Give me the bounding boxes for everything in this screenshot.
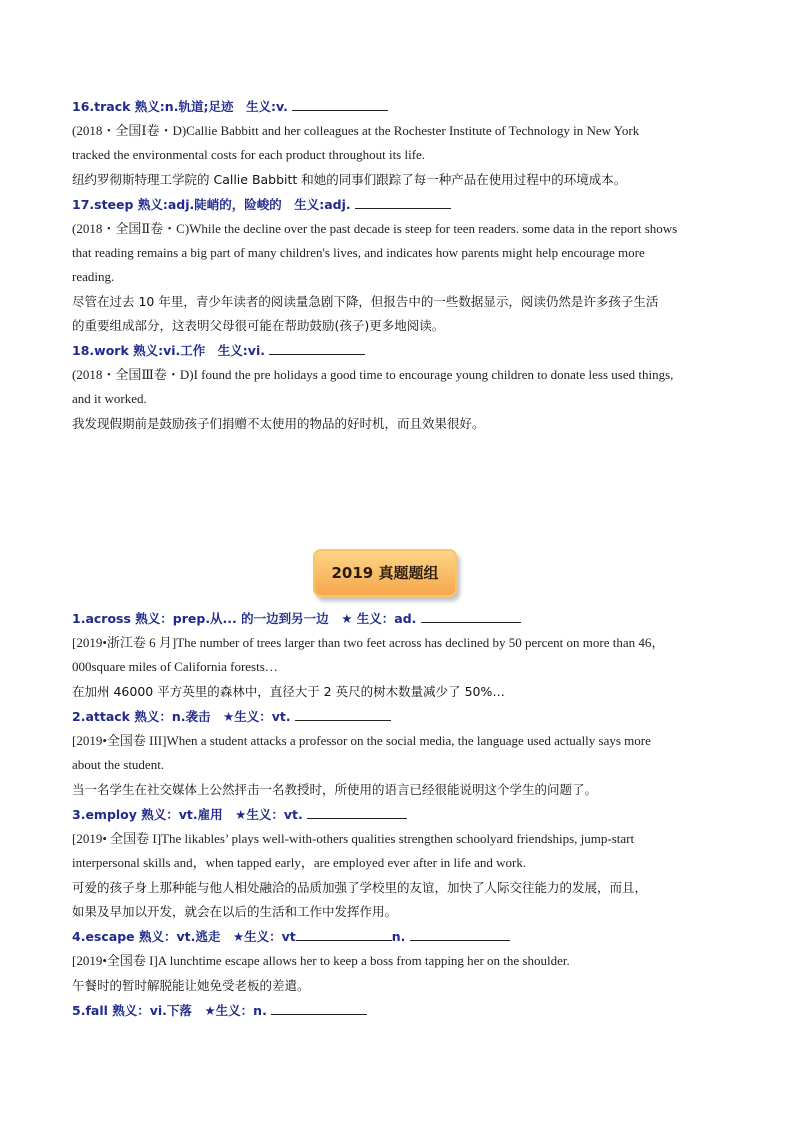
item-17-example-line-3: reading. [72,269,115,284]
badge-title: 真题题组 [378,564,439,582]
item-2019-3-translation-line-2: 如果及早加以开发，就会在以后的生活和工作中发挥作用。 [72,904,398,919]
item-18-example-line-2: and it worked. [72,391,147,406]
item-2019-5-meanings: 5.fall 熟义：vi.下落 [72,1003,192,1018]
item-2019-5-new-meaning: 生义：n. [215,1003,272,1018]
item-17-heading [72,196,722,214]
item-2019-3-example-line-2: interpersonal skills and，when tapped early，are employed ever after in life and work. [72,855,527,870]
star-icon: ★ [341,611,353,626]
item-2019-2-example-line-2: about the student. [72,757,165,772]
item-2019-1-new-meaning: 生义：ad. [352,611,421,626]
item-17-example-line-1: (2018・全国Ⅱ卷・C)While the decline over the past decade is steep for teen readers. some data in the report shows [72,221,678,236]
item-2019-2-translation: 当一名学生在社交媒体上公然抨击一名教授时，所使用的语言已经很能说明这个学生的问题了。 [72,782,598,797]
item-18-example-line-1: (2018・全国Ⅲ卷・D)I found the pre holidays a good time to encourage young children to donate less used things, [72,367,674,382]
item-17-example-line-2: that reading remains a big part of many children's lives, and indicates how parents might help encourage more [72,245,645,260]
answer-blank-2019-3[interactable] [307,806,407,819]
item-16-word: 16.track [72,99,131,114]
item-18-word: 18.work [72,343,129,358]
item-2019-2-meanings: 2.attack 熟义：n.袭击 [72,709,211,724]
item-2019-1-translation: 在加州 46000 平方英里的森林中，直径大于 2 英尺的树木数量减少了 50%… [72,684,505,699]
item-2019-4-meanings: 4.escape 熟义：vt.逃走 [72,929,221,944]
item-2019-1-example-line-1: [2019•浙江卷 6 月]The number of trees larger than two feet across has declined by 50 percent on more than 46， [72,635,665,650]
item-17-word: 17.steep [72,197,134,212]
item-16-example-line-1: (2018・全国Ⅰ卷・D)Callie Babbitt and her colleagues at the Rochester Institute of Technology in New York [72,123,640,138]
item-2019-4-heading [72,928,722,946]
section-badge-2019 [313,549,457,597]
item-2019-2-example-line-1: [2019•全国卷 III]When a student attacks a professor on the social media, the language used actually says more [72,733,651,748]
item-2019-2-heading [72,708,722,726]
item-2019-4-new-meaning-noun: n. [391,929,410,944]
item-2019-3-example-line-1: [2019• 全国卷 I]The likables’ plays well-with-others qualities strengthen schoolyard friendships, jump-start [72,831,635,846]
item-2019-2-new-meaning: 生义：vt. [234,709,295,724]
item-2019-4-translation: 午餐时的暂时解脱能让她免受老板的差遣。 [72,978,310,993]
item-17-meanings: 熟义:adj.陡峭的，险峻的 生义:adj. [133,197,356,212]
item-17-translation-line-1: 尽管在过去 10 年里，青少年读者的阅读量急剧下降，但报告中的一些数据显示，阅读仍然是许多孩子生活 [72,294,659,309]
answer-blank-18[interactable] [269,342,365,355]
star-icon: ★ [235,807,247,822]
item-16-translation: 纽约罗彻斯特理工学院的 Callie Babbitt 和她的同事们跟踪了每一种产品在使用过程中的环境成本。 [72,172,627,187]
item-18-translation: 我发现假期前是鼓励孩子们捐赠不太使用的物品的好时机，而且效果很好。 [72,416,485,431]
answer-blank-2019-5[interactable] [271,1002,367,1015]
item-2019-1-heading [72,610,722,628]
item-2019-3-translation-line-1: 可爱的孩子身上那种能与他人相处融洽的品质加强了学校里的友谊，加快了人际交往能力的发展，而且， [72,880,648,895]
item-16-example-line-2: tracked the environmental costs for each product throughout its life. [72,147,426,162]
item-17-translation-line-2: 的重要组成部分，这表明父母很可能在帮助鼓励(孩子)更多地阅读。 [72,318,445,333]
star-icon: ★ [232,929,245,944]
answer-blank-2019-1[interactable] [421,610,521,623]
item-2019-5-heading [72,1002,722,1020]
item-16-heading [72,98,722,116]
item-2019-4-new-meaning-verb: 生义：vt [244,929,296,944]
star-icon: ★ [204,1003,216,1018]
item-2019-3-new-meaning: 生义：vt. [246,807,308,822]
answer-blank-2019-2[interactable] [295,708,391,721]
badge-year: 2019 [331,564,374,582]
item-18-heading [72,342,722,360]
item-2019-3-heading [72,806,722,824]
star-icon: ★ [223,709,235,724]
answer-blank-16[interactable] [292,98,388,111]
answer-blank-2019-4-noun[interactable] [410,928,510,941]
answer-blank-2019-4-verb[interactable] [296,928,392,941]
item-16-meanings: 熟义:n.轨道;足迹 生义:v. [130,99,293,114]
item-2019-1-meanings: 1.across 熟义：prep.从... 的一边到另一边 [72,611,329,626]
item-18-meanings: 熟义:vi.工作 生义:vi. [128,343,270,358]
answer-blank-17[interactable] [355,196,451,209]
item-2019-3-meanings: 3.employ 熟义：vt.雇用 [72,807,223,822]
item-2019-1-example-line-2: 000square miles of California forests… [72,659,278,674]
item-2019-4-example-line-1: [2019•全国卷 I]A lunchtime escape allows her to keep a boss from tapping her on the shoulder. [72,953,570,968]
